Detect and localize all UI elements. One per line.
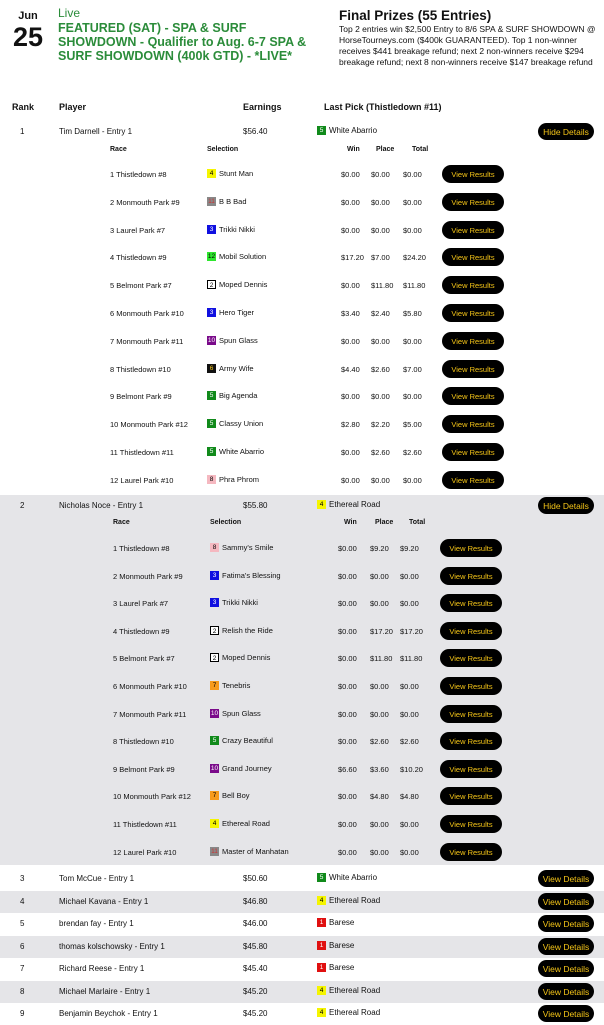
column-earnings: Earnings [243,102,282,112]
last-pick [317,963,354,972]
view-details-button[interactable]: View Details [538,893,594,910]
pick-selection [210,819,270,828]
view-details-button[interactable]: View Details [538,983,594,1000]
pick-race: 4 Thistledown #9 [110,253,167,262]
entry-row [0,958,604,980]
earnings-value: $55.80 [243,501,268,510]
view-results-button[interactable]: View Results [442,165,504,183]
view-details-button[interactable]: View Details [538,1005,594,1022]
rank-cell: 3 [20,874,25,883]
pick-horse-name: Army Wife [219,364,254,373]
view-results-button[interactable]: View Results [442,193,504,211]
pick-place: $17.20 [370,627,393,636]
pick-place: $0.00 [371,392,390,401]
pick-race: 3 Laurel Park #7 [110,226,166,235]
pick-race: 11 Thistledown #11 [110,448,174,457]
pick-total: $11.80 [403,281,426,290]
program-number: 2 [207,280,216,289]
pick-selection [207,391,257,400]
pick-race: 7 Monmouth Park #11 [113,710,187,719]
program-number: 10 [210,765,219,772]
pick-race: 6 Monmouth Park #10 [110,309,184,318]
earnings-value: $45.20 [243,1009,268,1018]
pick-place: $11.80 [371,281,394,290]
entry-row [0,868,604,890]
pick-race: 12 Laurel Park #10 [110,476,174,485]
pick-horse-name: Stunt Man [219,169,254,178]
rank-cell: 4 [20,897,25,906]
pick-win: $0.00 [341,337,360,346]
pick-horse-name: Sammy's Smile [222,543,274,552]
pick-total: $9.20 [400,544,419,553]
program-number: 5 [207,391,216,400]
hide-details-button[interactable]: Hide Details [538,123,594,140]
last-pick [317,896,380,905]
rank-cell: 9 [20,1009,25,1018]
view-results-button[interactable]: View Results [440,705,502,723]
pick-selection [207,169,253,178]
last-pick [317,941,354,950]
program-number: 5 [207,447,216,456]
pick-win: $0.00 [341,448,360,457]
pick-place: $2.60 [371,448,390,457]
pick-horse-name: Spun Glass [222,709,261,718]
program-number: 3 [207,308,216,317]
pick-place: $0.00 [371,226,390,235]
program-number: 10 [207,337,216,344]
pick-selection [207,475,259,484]
pick-race: 5 Belmont Park #7 [110,281,172,290]
pick-horse-name: Tenebris [222,681,251,690]
program-number: 7 [210,681,219,690]
pick-race: 9 Belmont Park #9 [113,765,175,774]
pick-selection [210,571,281,580]
pick-selection [207,447,264,456]
pick-race: 6 Monmouth Park #10 [113,682,187,691]
pick-place: $0.00 [370,572,389,581]
pick-win: $0.00 [341,392,360,401]
rank-cell: 6 [20,942,25,951]
view-results-button[interactable]: View Results [440,843,502,861]
pick-total: $0.00 [400,599,419,608]
last-pick [317,986,380,995]
program-number: 10 [210,710,219,717]
view-results-button[interactable]: View Results [440,815,502,833]
pick-win: $0.00 [338,682,357,691]
pick-race: 7 Monmouth Park #11 [110,337,184,346]
pick-total: $11.80 [400,654,423,663]
pick-place: $2.60 [371,365,390,374]
pick-total: $0.00 [403,170,422,179]
pick-win: $0.00 [338,737,357,746]
pick-selection [210,736,273,745]
pick-total: $0.00 [400,572,419,581]
view-results-button[interactable]: View Results [440,677,502,695]
pick-place: $3.60 [370,765,389,774]
pick-total: $0.00 [403,392,422,401]
pick-horse-name: Trikki Nikki [222,598,258,607]
subcolumn-race: Race [113,519,130,526]
subcolumn-total: Total [409,519,426,526]
view-details-button[interactable]: View Details [538,870,594,887]
pick-total: $5.00 [403,420,422,429]
program-number: 4 [317,1008,326,1017]
date-month: Jun [18,10,38,22]
pick-win: $0.00 [338,654,357,663]
view-details-button[interactable]: View Details [538,915,594,932]
last-pick [317,873,377,882]
pick-selection [210,543,273,552]
pick-win: $0.00 [341,170,360,179]
subcolumn-win: Win [347,146,360,153]
pick-total: $10.20 [400,765,423,774]
pick-place: $0.00 [370,848,389,857]
pick-horse-name: Moped Dennis [222,653,271,662]
pick-total: $0.00 [403,337,422,346]
pick-place: $2.40 [371,309,390,318]
earnings-value: $50.60 [243,874,268,883]
pick-total: $17.20 [400,627,423,636]
entry-row [0,981,604,1003]
earnings-value: $45.80 [243,942,268,951]
pick-horse-name: Hero Tiger [219,308,255,317]
pick-place: $11.80 [370,654,393,663]
pick-race: 3 Laurel Park #7 [113,599,169,608]
view-results-button[interactable]: View Results [442,248,504,266]
pick-place: $0.00 [371,198,390,207]
view-results-button[interactable]: View Results [440,787,502,805]
pick-total: $2.60 [403,448,422,457]
view-results-button[interactable]: View Results [442,304,504,322]
program-number: 2 [210,626,219,635]
pick-selection [210,681,250,690]
player-name: Benjamin Beychok - Entry 1 [59,1009,158,1018]
program-number: 4 [207,169,216,178]
pick-win: $4.40 [341,365,360,374]
last-pick-name: Barese [329,918,355,927]
program-number: 1 [317,918,326,927]
prizes-panel [339,8,603,68]
pick-selection [210,653,270,662]
pick-total: $7.00 [403,365,422,374]
pick-total: $5.80 [403,309,422,318]
program-number: 1 [317,963,326,972]
pick-race: 5 Belmont Park #7 [113,654,175,663]
entry-row [0,913,604,935]
pick-selection [207,197,247,206]
pick-place: $0.00 [371,337,390,346]
column-last-pick: Last Pick (Thistledown #11) [324,102,442,112]
pick-place: $0.00 [370,599,389,608]
view-results-button[interactable]: View Results [442,471,504,489]
date-day: 25 [12,22,44,52]
pick-race: 9 Belmont Park #9 [110,392,172,401]
entry-row [0,891,604,913]
program-number: 4 [317,500,326,509]
pick-race: 10 Monmouth Park #12 [110,420,188,429]
pick-horse-name: Spun Glass [219,336,258,345]
pick-horse-name: Classy Union [219,419,264,428]
pick-win: $0.00 [338,544,357,553]
last-pick [317,126,377,135]
pick-win: $0.00 [338,848,357,857]
pick-selection [210,847,289,856]
subcolumn-selection: Selection [210,519,242,526]
program-number: 4 [210,819,219,828]
pick-horse-name: Mobil Solution [219,252,267,261]
tournament-info [58,6,316,63]
view-results-button[interactable]: View Results [440,732,502,750]
pick-total: $0.00 [400,820,419,829]
pick-win: $17.20 [341,253,364,262]
pick-horse-name: Grand Journey [222,764,272,773]
view-results-button[interactable]: View Results [442,387,504,405]
program-number: 8 [210,543,219,552]
program-number: 2 [210,653,219,662]
subcolumn-selection: Selection [207,146,239,153]
player-name: Tom McCue - Entry 1 [59,874,135,883]
view-results-button[interactable]: View Results [440,567,502,585]
pick-total: $0.00 [403,226,422,235]
pick-total: $0.00 [400,710,419,719]
rank-cell: 1 [20,127,25,136]
last-pick-name: Ethereal Road [329,986,381,995]
last-pick-name: Ethereal Road [329,500,381,509]
program-number: 5 [207,419,216,428]
hide-details-button[interactable]: Hide Details [538,497,594,514]
view-results-button[interactable]: View Results [442,276,504,294]
view-results-button[interactable]: View Results [440,760,502,778]
prizes-heading: Final Prizes (55 Entries) [339,8,492,23]
earnings-value: $45.40 [243,964,268,973]
pick-place: $0.00 [371,476,390,485]
subcolumn-race: Race [110,146,127,153]
program-number: 3 [210,598,219,607]
subcolumn-win: Win [344,519,357,526]
pick-horse-name: Trikki Nikki [219,225,255,234]
pick-race: 11 Thistledown #11 [113,820,177,829]
pick-horse-name: Bell Boy [222,791,250,800]
program-number: 6 [207,364,216,373]
entry-row [0,1003,604,1025]
program-number: 4 [317,986,326,995]
program-number: 3 [210,571,219,580]
last-pick-name: Ethereal Road [329,896,381,905]
entry-row [0,495,604,865]
pick-race: 1 Thistledown #8 [113,544,170,553]
last-pick [317,1008,380,1017]
pick-race: 1 Thistledown #8 [110,170,167,179]
pick-horse-name: Relish the Ride [222,626,273,635]
program-number: 7 [210,791,219,800]
pick-win: $0.00 [338,599,357,608]
pick-race: 8 Thistledown #10 [110,365,171,374]
program-number: 4 [317,896,326,905]
view-details-button[interactable]: View Details [538,960,594,977]
pick-selection [207,252,266,261]
tournament-title: FEATURED (SAT) - SPA & SURF SHOWDOWN - Qualifier to Aug. 6-7 SPA & SURF SHOWDOWN (400k GTD) - *LIVE* [58,21,307,63]
pick-selection [207,364,254,373]
view-results-button[interactable]: View Results [442,415,504,433]
program-number: 5 [317,126,326,135]
pick-win: $0.00 [341,281,360,290]
pick-race: 8 Thistledown #10 [113,737,174,746]
pick-horse-name: Big Agenda [219,391,258,400]
pick-selection [207,308,254,317]
pick-race: 10 Monmouth Park #12 [113,792,191,801]
pick-selection [210,764,272,773]
program-number: 5 [210,736,219,745]
pick-horse-name: B B Bad [219,197,247,206]
pick-horse-name: Crazy Beautiful [222,736,273,745]
pick-place: $7.00 [371,253,390,262]
program-number: 11 [208,198,215,205]
pick-race: 4 Thistledown #9 [113,627,170,636]
last-pick-name: Ethereal Road [329,1008,381,1017]
pick-total: $0.00 [403,198,422,207]
pick-total: $4.80 [400,792,419,801]
pick-win: $0.00 [338,792,357,801]
pick-place: $2.60 [370,737,389,746]
last-pick-name: White Abarrio [329,126,378,135]
pick-selection [210,791,250,800]
program-number: 8 [207,475,216,484]
column-rank: Rank [12,102,35,112]
pick-win: $0.00 [341,226,360,235]
pick-selection [207,419,263,428]
view-results-button[interactable]: View Results [442,360,504,378]
subcolumn-total: Total [412,146,429,153]
player-name: Nicholas Noce - Entry 1 [59,501,144,510]
date-block [8,10,48,50]
pick-horse-name: Fatima's Blessing [222,571,281,580]
view-details-button[interactable]: View Details [538,938,594,955]
view-results-button[interactable]: View Results [440,649,502,667]
pick-win: $2.80 [341,420,360,429]
pick-total: $2.60 [400,737,419,746]
pick-win: $0.00 [338,710,357,719]
pick-race: 12 Laurel Park #10 [113,848,177,857]
pick-selection [207,280,267,289]
last-pick-name: Barese [329,963,355,972]
view-results-button[interactable]: View Results [442,332,504,350]
last-pick-name: Barese [329,941,355,950]
pick-place: $0.00 [371,170,390,179]
pick-total: $0.00 [403,476,422,485]
pick-selection [210,626,273,635]
pick-selection [207,225,255,234]
pick-race: 2 Monmouth Park #9 [113,572,183,581]
program-number: 12 [207,253,216,260]
rank-cell: 2 [20,501,25,510]
pick-win: $0.00 [341,198,360,207]
pick-total: $24.20 [403,253,426,262]
player-name: Michael Marlaire - Entry 1 [59,987,151,996]
pick-win: $0.00 [338,627,357,636]
entry-row [0,936,604,958]
pick-place: $0.00 [370,710,389,719]
rank-cell: 7 [20,964,25,973]
pick-place: $0.00 [370,820,389,829]
pick-win: $0.00 [338,820,357,829]
pick-place: $0.00 [370,682,389,691]
player-name: brendan fay - Entry 1 [59,919,134,928]
pick-total: $0.00 [400,682,419,691]
pick-selection [210,598,258,607]
program-number: 3 [207,225,216,234]
pick-place: $9.20 [370,544,389,553]
last-pick [317,918,354,927]
pick-horse-name: Ethereal Road [222,819,270,828]
column-player: Player [59,102,87,112]
pick-place: $2.20 [371,420,390,429]
subcolumn-place: Place [376,146,395,153]
view-results-button[interactable]: View Results [440,622,502,640]
earnings-value: $56.40 [243,127,268,136]
subcolumn-place: Place [375,519,394,526]
player-name: thomas kolschowsky - Entry 1 [59,942,165,951]
last-pick-name: White Abarrio [329,873,378,882]
status-label: Live [58,6,81,20]
pick-horse-name: Phra Phrom [219,475,260,484]
view-results-button[interactable]: View Results [440,539,502,557]
last-pick [317,500,380,509]
program-number: 1 [317,941,326,950]
rank-cell: 8 [20,987,25,996]
earnings-value: $46.80 [243,897,268,906]
pick-selection [207,336,258,345]
earnings-value: $45.20 [243,987,268,996]
pick-selection [210,709,261,718]
pick-win: $6.60 [338,765,357,774]
prizes-description: Top 2 entries win $2,500 Entry to 8/6 SPA & SURF SHOWDOWN @ HorseTourneys.com ($400k GUARANTEED). Top 1 non-winner receives $441 breakage refund; next 2 non-winners receive $294 breakage refund; next 8 non-winners receive $147 breakage refund [339,24,596,67]
view-results-button[interactable]: View Results [440,594,502,612]
view-results-button[interactable]: View Results [442,221,504,239]
program-number: 5 [317,873,326,882]
player-name: Tim Darnell - Entry 1 [59,127,133,136]
pick-horse-name: White Abarrio [219,447,265,456]
player-name: Michael Kavana - Entry 1 [59,897,149,906]
pick-win: $0.00 [338,572,357,581]
pick-total: $0.00 [400,848,419,857]
earnings-value: $46.00 [243,919,268,928]
program-number: 11 [211,848,218,855]
rank-cell: 5 [20,919,25,928]
pick-horse-name: Moped Dennis [219,280,268,289]
pick-race: 2 Monmouth Park #9 [110,198,180,207]
pick-win: $0.00 [341,476,360,485]
entry-row [0,121,604,485]
pick-horse-name: Master of Manhatan [222,847,289,856]
pick-place: $4.80 [370,792,389,801]
view-results-button[interactable]: View Results [442,443,504,461]
pick-win: $3.40 [341,309,360,318]
player-name: Richard Reese - Entry 1 [59,964,145,973]
